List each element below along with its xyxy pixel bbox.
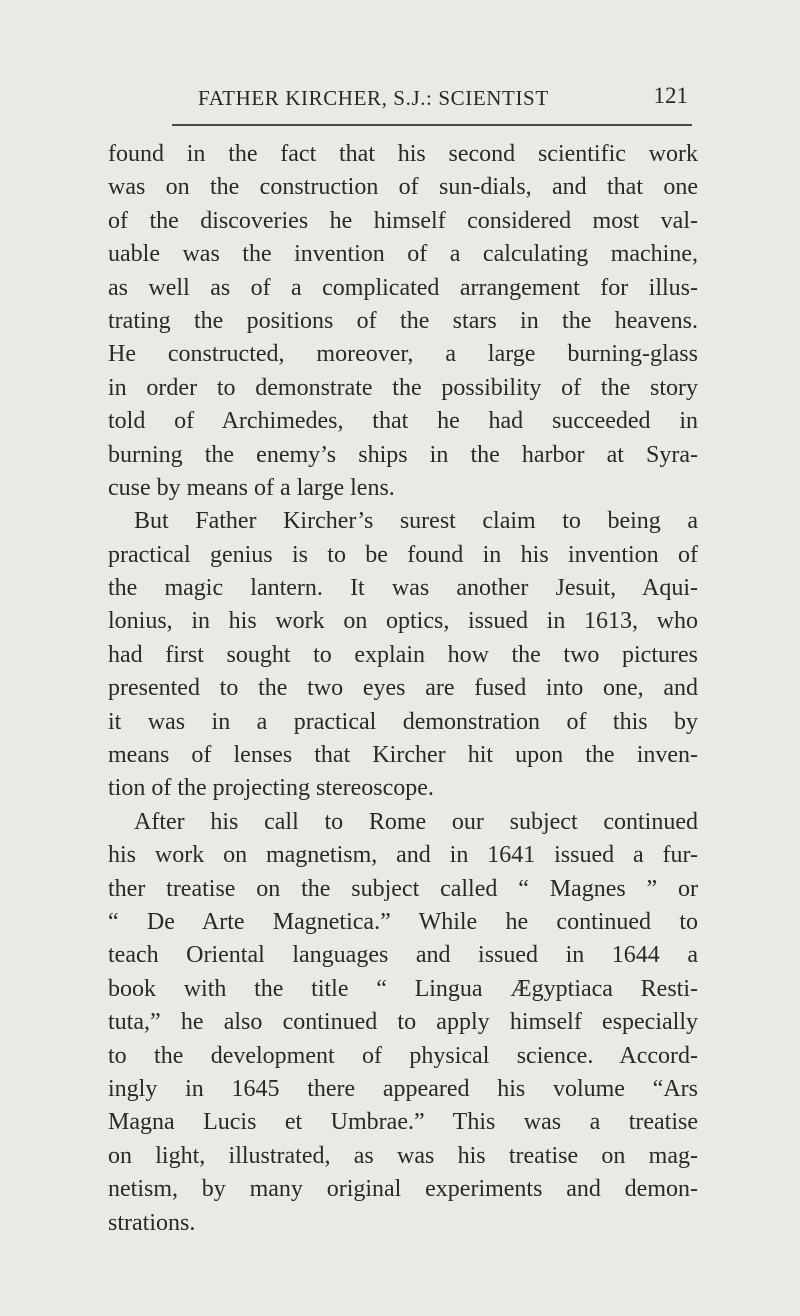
text-line: uable was the invention of a calculating machine, xyxy=(108,241,698,268)
text-line: He constructed, moreover, a large burning-glass xyxy=(108,341,698,368)
text-line: cuse by means of a large lens. xyxy=(108,474,395,501)
text-line: “ De Arte Magnetica.” While he continued to xyxy=(108,908,698,935)
running-title: FATHER KIRCHER, S.J.: SCIENTIST xyxy=(198,86,549,110)
text-line: strations. xyxy=(108,1209,196,1236)
text-line: means of lenses that Kircher hit upon the inven- xyxy=(108,742,698,769)
text-line: netism, by many original experiments and demon- xyxy=(108,1176,698,1203)
text-line: But Father Kircher’s surest claim to being a xyxy=(134,508,698,535)
text-line: his work on magnetism, and in 1641 issued a fur- xyxy=(108,842,698,869)
text-line: teach Oriental languages and issued in 1644 a xyxy=(108,942,698,969)
text-line: had first sought to explain how the two pictures xyxy=(108,641,698,668)
text-line: burning the enemy’s ships in the harbor at Syra- xyxy=(108,441,698,468)
text-line: it was in a practical demonstration of this by xyxy=(108,708,698,735)
text-line: tuta,” he also continued to apply himself especially xyxy=(108,1009,698,1036)
page-number: 121 xyxy=(653,83,688,108)
text-line: tion of the projecting stereoscope. xyxy=(108,775,434,802)
text-line: After his call to Rome our subject continued xyxy=(134,808,698,835)
text-line: Magna Lucis et Umbrae.” This was a treatise xyxy=(108,1109,698,1136)
text-line: on light, illustrated, as was his treatise on mag- xyxy=(108,1142,698,1169)
text-line: told of Archimedes, that he had succeeded in xyxy=(108,408,698,435)
text-line: to the development of physical science. Accord- xyxy=(108,1042,698,1069)
header-rule xyxy=(172,124,692,126)
text-line: trating the positions of the stars in the heavens. xyxy=(108,307,698,334)
text-line: of the discoveries he himself considered most val- xyxy=(108,207,698,234)
text-line: presented to the two eyes are fused into one, and xyxy=(108,675,698,702)
text-line: ther treatise on the subject called “ Magnes ” or xyxy=(108,875,698,902)
text-line: the magic lantern. It was another Jesuit, Aqui- xyxy=(108,575,698,602)
running-head xyxy=(172,83,688,116)
text-line: was on the construction of sun-dials, and that one xyxy=(108,174,698,201)
text-line: as well as of a complicated arrangement for illus- xyxy=(108,274,698,301)
text-line: lonius, in his work on optics, issued in 1613, who xyxy=(108,608,698,635)
text-line: found in the fact that his second scientific work xyxy=(108,141,698,167)
text-line: in order to demonstrate the possibility of the story xyxy=(108,374,698,401)
text-line: book with the title “ Lingua Ægyptiaca Resti- xyxy=(108,975,698,1002)
text-line: ingly in 1645 there appeared his volume “Ars xyxy=(108,1075,698,1102)
body-text xyxy=(108,138,698,1240)
text-line: practical genius is to be found in his invention of xyxy=(108,541,698,568)
